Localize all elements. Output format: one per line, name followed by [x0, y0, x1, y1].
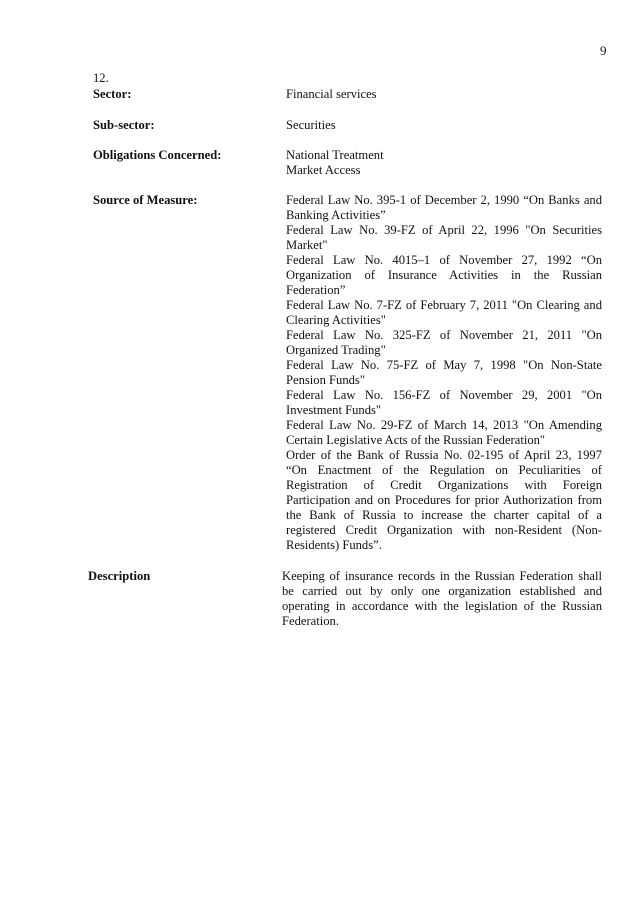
source-item: Federal Law No. 325-FZ of November 21, 2011 "On Organized Trading" — [286, 328, 602, 357]
sector-label: Sector: — [93, 87, 132, 101]
description-paragraph: Keeping of insurance records in the Russian Federation shall be carried out by only one organization established and operating in accordance with the legislation of the Russian Federation. — [282, 569, 602, 628]
source-item: Federal Law No. 395-1 of December 2, 1990 “On Banks and Banking Activities” — [286, 193, 602, 222]
page-number: 9 — [600, 43, 607, 58]
obligations-label: Obligations Concerned: — [93, 148, 222, 162]
source-item: Federal Law No. 4015–1 of November 27, 1992 “On Organization of Insurance Activities in the Russian Federation” — [286, 253, 602, 297]
source-item: Federal Law No. 7-FZ of February 7, 2011 "On Clearing and Clearing Activities" — [286, 298, 602, 327]
source-values — [286, 193, 602, 553]
source-item: Federal Law No. 75-FZ of May 7, 1998 "On Non-State Pension Funds" — [286, 358, 602, 387]
source-item: Order of the Bank of Russia No. 02-195 of April 23, 1997 “On Enactment of the Regulation on Peculiarities of Registration of Credit Organizations with Foreign Participation and on Procedures for prior Authorization from the Bank of Russia to increase the charter capital of a registered Credit Organization with non-Resident (Non-Residents) Funds”. — [286, 448, 602, 552]
source-item: Federal Law No. 39-FZ of April 22, 1996 "On Securities Market" — [286, 223, 602, 252]
sub-sector-label: Sub-sector: — [93, 118, 155, 132]
description-text — [282, 569, 602, 629]
obligation-item: Market Access — [286, 163, 361, 177]
obligations-values — [286, 148, 602, 178]
obligation-item: National Treatment — [286, 148, 384, 162]
sub-sector-value: Securities — [286, 118, 336, 132]
description-label: Description — [88, 569, 151, 583]
source-item: Federal Law No. 29-FZ of March 14, 2013 "On Amending Certain Legislative Acts of the Russian Federation" — [286, 418, 602, 447]
source-label: Source of Measure: — [93, 193, 198, 207]
entry-number: 12. — [93, 71, 109, 85]
sector-value: Financial services — [286, 87, 377, 101]
source-item: Federal Law No. 156-FZ of November 29, 2001 "On Investment Funds" — [286, 388, 602, 417]
